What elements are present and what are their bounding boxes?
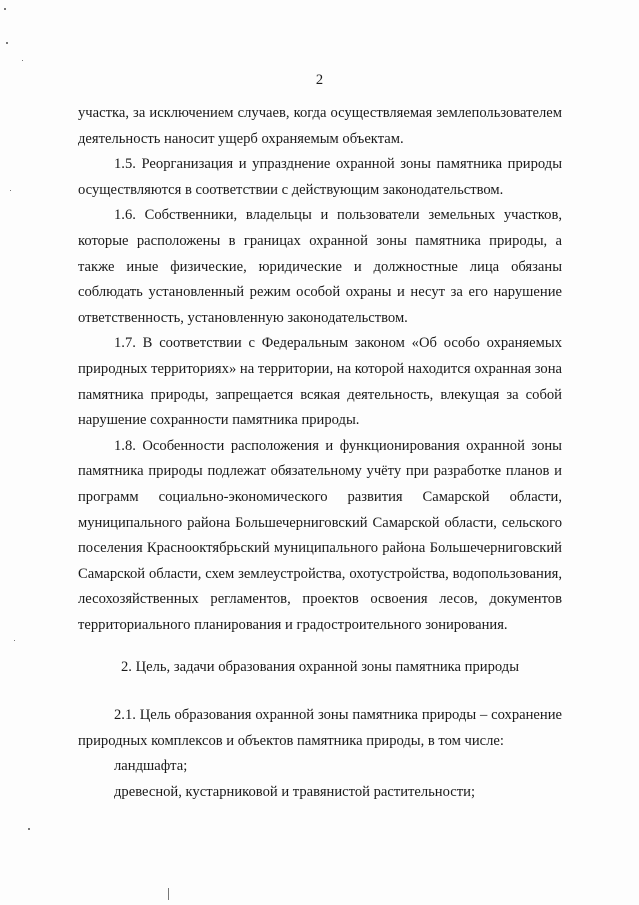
scan-mark	[168, 888, 169, 900]
paragraph-1-7: 1.7. В соответствии с Федеральным законом «Об особо охраняемых природных территориях» на территории, на которой находится охранная зона памятника природы, запрещается всякая деятельность, влекущая за собой нарушение сохранности памятника природы.	[78, 335, 562, 429]
scan-speck	[22, 60, 23, 61]
list-item-vegetation: древесной, кустарниковой и травянистой растительности;	[114, 783, 475, 800]
paragraph-continued: участка, за исключением случаев, когда осуществляемая землепользователем деятельность наносит ущерб охраняемым объектам.	[78, 105, 562, 147]
scan-speck	[14, 640, 15, 641]
paragraph-2-1: 2.1. Цель образования охранной зоны памятника природы – сохранение природных комплексов и объектов памятника природы, в том числе:	[78, 707, 562, 749]
section-2-body	[78, 703, 562, 805]
section-2-heading: 2. Цель, задачи образования охранной зоны памятника природы	[121, 659, 519, 675]
scan-speck	[28, 828, 30, 830]
scan-speck	[6, 42, 8, 44]
list-item-landscape: ландшафта;	[114, 758, 188, 775]
paragraph-1-6: 1.6. Собственники, владельцы и пользователи земельных участков, которые расположены в границах охранной зоны памятника природы, а также иные физические, юридические и должностные лица обязаны соблюдать установленный режим особой охраны и несут за его нарушение ответственность, установленную законодательством.	[78, 207, 562, 326]
paragraph-1-8: 1.8. Особенности расположения и функционирования охранной зоны памятника природы подлежат обязательному учёту при разработке планов и программ социально-экономического развития Самарской области, муниципального района Большечерниговский Самарской области, сельского поселения Краснооктябрьский муниципального района Большечерниговский Самарской области, схем землеустройства, охотустройства, водопользования, лесохозяйственных регламентов, проектов освоения лесов, документов территориального планирования и градостроительного зонирования.	[78, 437, 562, 633]
scan-speck	[10, 190, 11, 191]
paragraph-1-5: 1.5. Реорганизация и упразднение охранной зоны памятника природы осуществляются в соответствии с действующим законодательством.	[78, 156, 562, 198]
section-1-body	[78, 101, 562, 638]
page-number: 2	[315, 72, 324, 88]
scan-speck	[4, 8, 6, 10]
